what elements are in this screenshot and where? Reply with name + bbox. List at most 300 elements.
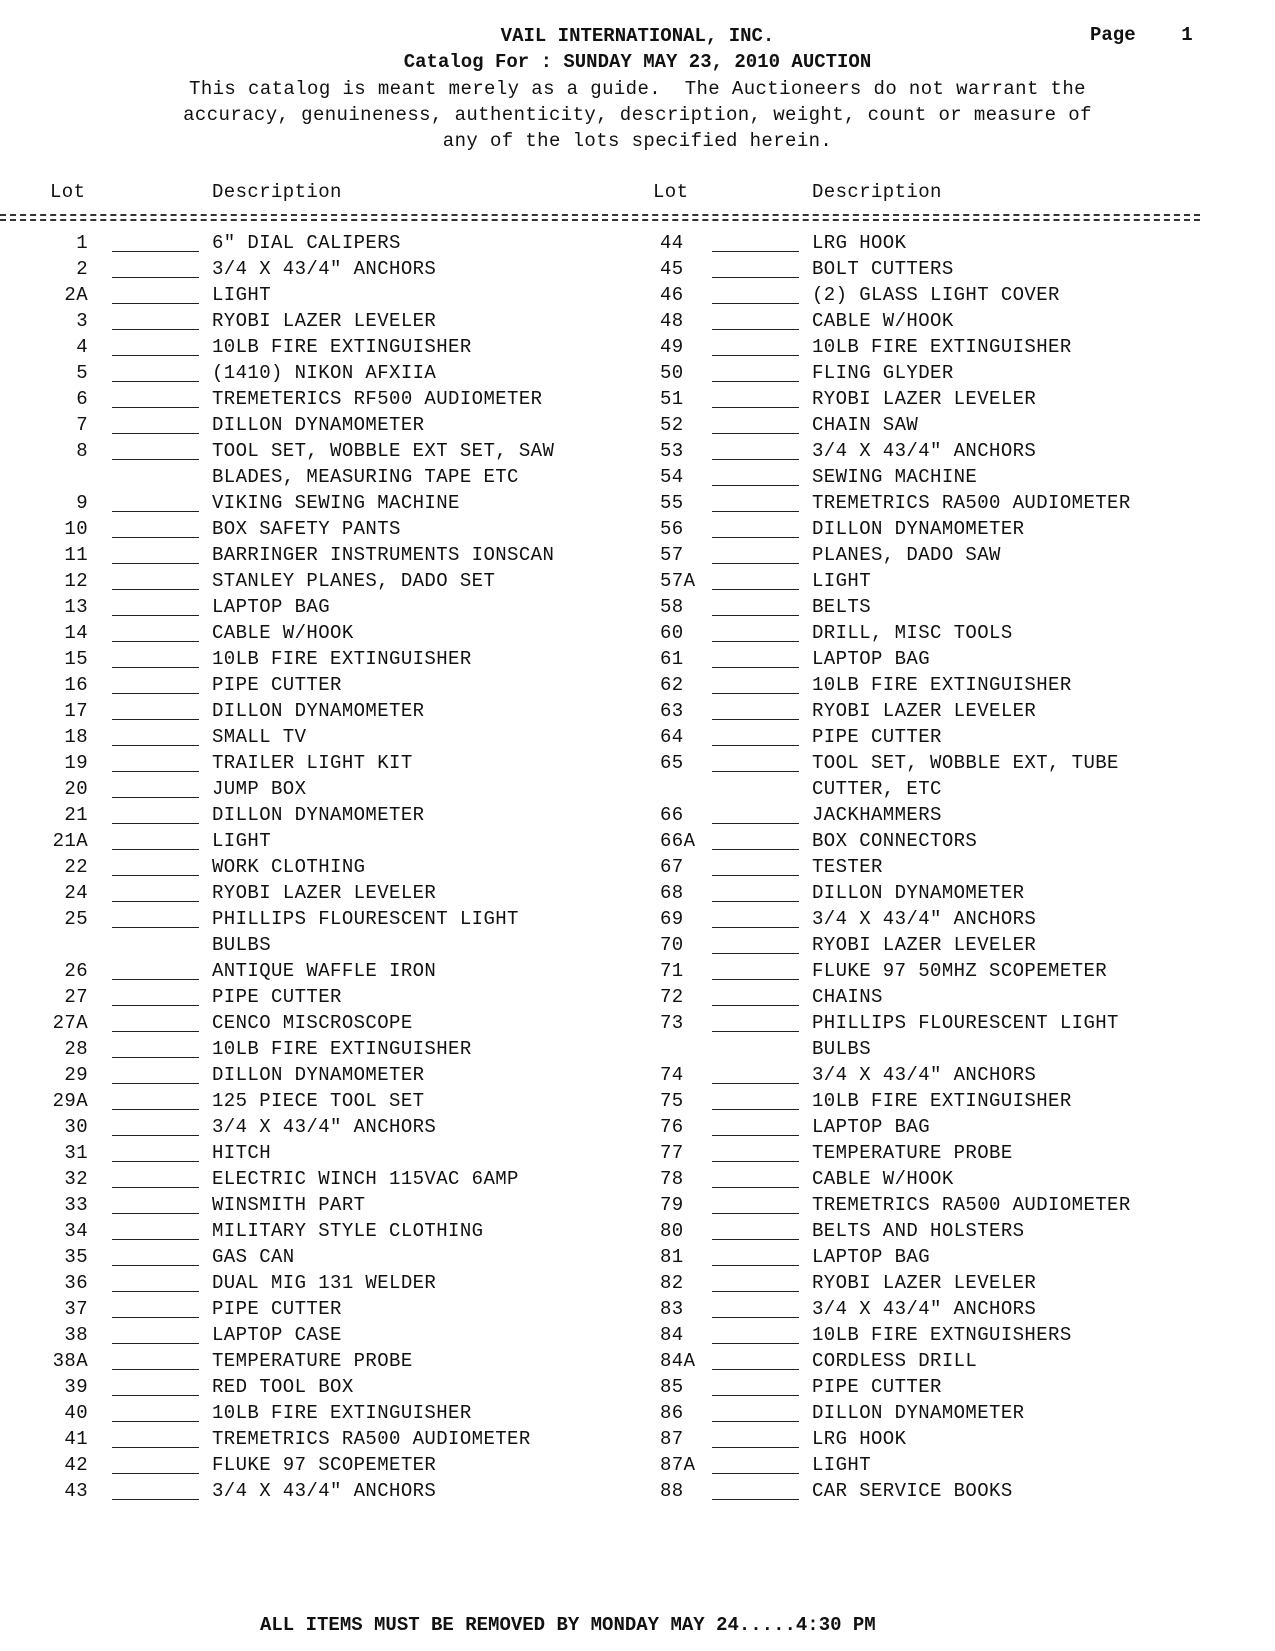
lot-description: DILLON DYNAMOMETER [212, 1064, 425, 1086]
lot-number: 69 [660, 908, 684, 930]
lot-row [630, 986, 1270, 1012]
disclaimer-line-2: accuracy, genuineness, authenticity, description, weight, count or measure of [183, 104, 1092, 126]
lot-description: RYOBI LAZER LEVELER [812, 1272, 1037, 1294]
lot-description: CHAINS [812, 986, 883, 1008]
lot-number: 83 [660, 1298, 684, 1320]
lot-description: PIPE CUTTER [812, 726, 942, 748]
lot-description: SMALL TV [212, 726, 307, 748]
lot-number: 11 [64, 544, 88, 566]
lot-description: BULBS [812, 1038, 872, 1060]
lot-row [0, 1064, 630, 1090]
lot-row [630, 414, 1270, 440]
bid-blank-line [712, 511, 799, 512]
lot-number: 52 [660, 414, 684, 436]
bid-blank-line [712, 251, 799, 252]
lot-description: VIKING SEWING MACHINE [212, 492, 460, 514]
lot-number: 21 [64, 804, 88, 826]
bid-blank-line [112, 251, 199, 252]
lot-description: BOX CONNECTORS [812, 830, 978, 852]
lot-number: 1 [76, 232, 88, 254]
lot-description: ELECTRIC WINCH 115VAC 6AMP [212, 1168, 519, 1190]
lot-row [630, 1168, 1270, 1194]
bid-blank-line [112, 433, 199, 434]
lot-number: 49 [660, 336, 684, 358]
lot-number: 33 [64, 1194, 88, 1216]
lot-number: 72 [660, 986, 684, 1008]
lot-description: PIPE CUTTER [812, 1376, 942, 1398]
lot-row [0, 1324, 630, 1350]
lot-description: (2) GLASS LIGHT COVER [812, 284, 1060, 306]
bid-blank-line [112, 589, 199, 590]
bid-blank-line [112, 875, 199, 876]
bid-blank-line [712, 329, 799, 330]
lot-description: LAPTOP BAG [812, 1246, 931, 1268]
lot-row [0, 492, 630, 518]
lot-number: 36 [64, 1272, 88, 1294]
lot-row [0, 336, 630, 362]
bid-blank-line [112, 1213, 199, 1214]
bid-blank-line [112, 1291, 199, 1292]
lot-row [630, 596, 1270, 622]
lot-description: 10LB FIRE EXTINGUISHER [812, 336, 1072, 358]
lot-row [0, 544, 630, 570]
lot-description: TOOL SET, WOBBLE EXT, TUBE [812, 752, 1119, 774]
bid-blank-line [712, 277, 799, 278]
lot-number: 22 [64, 856, 88, 878]
lot-row [630, 648, 1270, 674]
lot-row [630, 934, 1270, 960]
bid-blank-line [112, 1005, 199, 1006]
lot-row [630, 1194, 1270, 1220]
lot-row [0, 1272, 630, 1298]
lot-description: CENCO MISCROSCOPE [212, 1012, 413, 1034]
lot-description: 10LB FIRE EXTINGUISHER [212, 336, 472, 358]
bid-blank-line [112, 563, 199, 564]
bid-blank-line [712, 563, 799, 564]
lot-description: DILLON DYNAMOMETER [812, 518, 1025, 540]
lot-number: 40 [64, 1402, 88, 1424]
bid-blank-line [712, 745, 799, 746]
lot-row [0, 830, 630, 856]
lot-description: CUTTER, ETC [812, 778, 942, 800]
lot-description: CABLE W/HOOK [812, 1168, 954, 1190]
bid-blank-line [712, 641, 799, 642]
lot-description: RYOBI LAZER LEVELER [212, 310, 437, 332]
bid-blank-line [712, 901, 799, 902]
lot-number: 44 [660, 232, 684, 254]
lot-description: DILLON DYNAMOMETER [812, 882, 1025, 904]
lot-description: PIPE CUTTER [212, 986, 342, 1008]
lot-number: 58 [660, 596, 684, 618]
lot-row [0, 674, 630, 700]
lot-row [630, 1402, 1270, 1428]
lot-number: 45 [660, 258, 684, 280]
bid-blank-line [112, 1265, 199, 1266]
lot-row [630, 1064, 1270, 1090]
company-name: VAIL INTERNATIONAL, INC. [500, 25, 775, 47]
lot-row [630, 1220, 1270, 1246]
lot-number: 31 [64, 1142, 88, 1164]
lot-row [0, 388, 630, 414]
lot-description: FLUKE 97 SCOPEMETER [212, 1454, 437, 1476]
bid-blank-line [712, 1317, 799, 1318]
lot-description: TEMPERATURE PROBE [212, 1350, 413, 1372]
bid-blank-line [112, 277, 199, 278]
lot-row [0, 570, 630, 596]
lot-description: LRG HOOK [812, 232, 907, 254]
lot-number: 6 [76, 388, 88, 410]
lot-number: 35 [64, 1246, 88, 1268]
lot-description: BULBS [212, 934, 272, 956]
lot-number: 16 [64, 674, 88, 696]
bid-blank-line [712, 1421, 799, 1422]
lot-row [630, 388, 1270, 414]
lot-number: 84 [660, 1324, 684, 1346]
lot-number: 48 [660, 310, 684, 332]
lot-row [0, 362, 630, 388]
bid-blank-line [112, 1395, 199, 1396]
description-column-header-right: Description [812, 181, 942, 203]
lot-description: PLANES, DADO SAW [812, 544, 1001, 566]
bid-blank-line [112, 667, 199, 668]
lot-description: 3/4 X 43/4" ANCHORS [812, 908, 1037, 930]
lot-row [0, 1194, 630, 1220]
bid-blank-line [112, 1031, 199, 1032]
bid-blank-line [112, 459, 199, 460]
bid-blank-line [712, 1369, 799, 1370]
lot-list-left [0, 232, 630, 1506]
bid-blank-line [112, 1187, 199, 1188]
lot-row [630, 284, 1270, 310]
bid-blank-line [112, 615, 199, 616]
lot-description: JUMP BOX [212, 778, 307, 800]
lot-number: 82 [660, 1272, 684, 1294]
bid-blank-line [112, 745, 199, 746]
bid-blank-line [712, 1005, 799, 1006]
lot-row [0, 622, 630, 648]
lot-row [630, 700, 1270, 726]
lot-number: 9 [76, 492, 88, 514]
lot-description: 3/4 X 43/4" ANCHORS [212, 1480, 437, 1502]
lot-description: BELTS [812, 596, 872, 618]
catalog-title: Catalog For : SUNDAY MAY 23, 2010 AUCTION [403, 51, 872, 73]
bid-blank-line [112, 407, 199, 408]
lot-number: 76 [660, 1116, 684, 1138]
lot-description: SEWING MACHINE [812, 466, 978, 488]
lot-row [0, 284, 630, 310]
lot-description: 10LB FIRE EXTINGUISHER [212, 1402, 472, 1424]
lot-description: 3/4 X 43/4" ANCHORS [812, 440, 1037, 462]
bid-blank-line [112, 1447, 199, 1448]
lot-description: LAPTOP BAG [812, 648, 931, 670]
lot-row [0, 648, 630, 674]
bid-blank-line [712, 1473, 799, 1474]
lot-description: 10LB FIRE EXTNGUISHERS [812, 1324, 1072, 1346]
lot-row [630, 960, 1270, 986]
bid-blank-line [712, 381, 799, 382]
lot-row [0, 726, 630, 752]
lot-row [630, 570, 1270, 596]
lot-row [630, 310, 1270, 336]
lot-number: 73 [660, 1012, 684, 1034]
lot-row [630, 1480, 1270, 1506]
lot-number: 43 [64, 1480, 88, 1502]
header-divider [0, 214, 1200, 216]
lot-row [630, 778, 1270, 804]
bid-blank-line [112, 927, 199, 928]
lot-number: 8 [76, 440, 88, 462]
lot-row [0, 414, 630, 440]
bid-blank-line [112, 849, 199, 850]
lot-description: PIPE CUTTER [212, 1298, 342, 1320]
lot-description: DILLON DYNAMOMETER [212, 804, 425, 826]
lot-description: CABLE W/HOOK [812, 310, 954, 332]
lot-description: CAR SERVICE BOOKS [812, 1480, 1013, 1502]
bid-blank-line [112, 1343, 199, 1344]
bid-blank-line [712, 355, 799, 356]
lot-number: 56 [660, 518, 684, 540]
lot-description: LIGHT [812, 570, 872, 592]
bid-blank-line [712, 1395, 799, 1396]
lot-number: 63 [660, 700, 684, 722]
lot-description: TREMETRICS RA500 AUDIOMETER [812, 492, 1131, 514]
lot-description: 10LB FIRE EXTINGUISHER [812, 674, 1072, 696]
bid-blank-line [112, 719, 199, 720]
bid-blank-line [712, 1109, 799, 1110]
bid-blank-line [112, 1161, 199, 1162]
description-column-header-left: Description [212, 181, 342, 203]
lot-number: 46 [660, 284, 684, 306]
lot-number: 24 [64, 882, 88, 904]
bid-blank-line [712, 1161, 799, 1162]
lot-number: 62 [660, 674, 684, 696]
lot-row [630, 1116, 1270, 1142]
lot-row [0, 232, 630, 258]
bid-blank-line [712, 875, 799, 876]
lot-description: BOX SAFETY PANTS [212, 518, 401, 540]
lot-description: WINSMITH PART [212, 1194, 366, 1216]
lot-number: 66A [660, 830, 696, 852]
lot-number: 51 [660, 388, 684, 410]
lot-row [630, 1272, 1270, 1298]
lot-number: 25 [64, 908, 88, 930]
bid-blank-line [712, 615, 799, 616]
lot-number: 37 [64, 1298, 88, 1320]
lot-number: 5 [76, 362, 88, 384]
lot-number: 32 [64, 1168, 88, 1190]
lot-row [630, 622, 1270, 648]
lot-description: RYOBI LAZER LEVELER [812, 934, 1037, 956]
bid-blank-line [112, 693, 199, 694]
lot-row [0, 1454, 630, 1480]
lot-description: LAPTOP CASE [212, 1324, 342, 1346]
lot-number: 66 [660, 804, 684, 826]
lot-number: 88 [660, 1480, 684, 1502]
lot-row [0, 596, 630, 622]
lot-number: 10 [64, 518, 88, 540]
lot-row [630, 726, 1270, 752]
lot-number: 4 [76, 336, 88, 358]
bid-blank-line [712, 537, 799, 538]
lot-number: 50 [660, 362, 684, 384]
lot-description: TEMPERATURE PROBE [812, 1142, 1013, 1164]
lot-row [0, 1376, 630, 1402]
bid-blank-line [112, 381, 199, 382]
lot-row [0, 804, 630, 830]
bid-blank-line [712, 433, 799, 434]
lot-row [0, 1428, 630, 1454]
bid-blank-line [712, 927, 799, 928]
lot-row [630, 908, 1270, 934]
lot-row [0, 1142, 630, 1168]
lot-row [0, 700, 630, 726]
lot-row [630, 1038, 1270, 1064]
bid-blank-line [112, 1135, 199, 1136]
disclaimer-line-1: This catalog is meant merely as a guide. The Auctioneers do not warrant the [189, 78, 1086, 100]
lot-row [0, 856, 630, 882]
lot-row [630, 544, 1270, 570]
lot-row [0, 258, 630, 284]
lot-number: 77 [660, 1142, 684, 1164]
lot-row [0, 1402, 630, 1428]
lot-row [630, 492, 1270, 518]
lot-row [0, 1298, 630, 1324]
lot-description: RYOBI LAZER LEVELER [812, 388, 1037, 410]
lot-description: CORDLESS DRILL [812, 1350, 978, 1372]
bid-blank-line [712, 719, 799, 720]
lot-row [630, 804, 1270, 830]
lot-description: DILLON DYNAMOMETER [212, 414, 425, 436]
bid-blank-line [712, 1187, 799, 1188]
lot-number: 20 [64, 778, 88, 800]
lot-number: 26 [64, 960, 88, 982]
lot-row [630, 1246, 1270, 1272]
lot-description: STANLEY PLANES, DADO SET [212, 570, 496, 592]
lot-row [630, 336, 1270, 362]
lot-description: TREMETRICS RA500 AUDIOMETER [812, 1194, 1131, 1216]
lot-row [0, 466, 630, 492]
lot-row [0, 882, 630, 908]
bid-blank-line [112, 537, 199, 538]
lot-description: LIGHT [212, 284, 272, 306]
bid-blank-line [712, 589, 799, 590]
lot-row [0, 1220, 630, 1246]
header-divider-lower [0, 219, 1200, 221]
bid-blank-line [112, 1239, 199, 1240]
lot-number: 3 [76, 310, 88, 332]
lot-number: 86 [660, 1402, 684, 1424]
bid-blank-line [112, 771, 199, 772]
bid-blank-line [712, 953, 799, 954]
lot-row [0, 986, 630, 1012]
lot-row [0, 934, 630, 960]
lot-description: BELTS AND HOLSTERS [812, 1220, 1025, 1242]
lot-number: 60 [660, 622, 684, 644]
lot-row [0, 960, 630, 986]
lot-number: 30 [64, 1116, 88, 1138]
lot-description: TRAILER LIGHT KIT [212, 752, 413, 774]
bid-blank-line [112, 511, 199, 512]
lot-description: TESTER [812, 856, 883, 878]
lot-number: 84A [660, 1350, 696, 1372]
lot-description: 6" DIAL CALIPERS [212, 232, 401, 254]
bid-blank-line [112, 823, 199, 824]
bid-blank-line [712, 303, 799, 304]
lot-number: 7 [76, 414, 88, 436]
lot-number: 68 [660, 882, 684, 904]
bid-blank-line [712, 1213, 799, 1214]
lot-description: CHAIN SAW [812, 414, 919, 436]
lot-row [630, 1012, 1270, 1038]
lot-number: 28 [64, 1038, 88, 1060]
lot-number: 78 [660, 1168, 684, 1190]
lot-description: 10LB FIRE EXTINGUISHER [212, 648, 472, 670]
bid-blank-line [112, 901, 199, 902]
lot-number: 2A [64, 284, 88, 306]
bid-blank-line [112, 1499, 199, 1500]
lot-row [630, 362, 1270, 388]
bid-blank-line [712, 459, 799, 460]
lot-description: 3/4 X 43/4" ANCHORS [812, 1064, 1037, 1086]
lot-number: 67 [660, 856, 684, 878]
lot-column-header-right: Lot [653, 181, 689, 203]
lot-row [630, 232, 1270, 258]
lot-description: PHILLIPS FLOURESCENT LIGHT [212, 908, 519, 930]
lot-number: 61 [660, 648, 684, 670]
lot-number: 53 [660, 440, 684, 462]
bid-blank-line [112, 641, 199, 642]
bid-blank-line [112, 1369, 199, 1370]
lot-description: LRG HOOK [812, 1428, 907, 1450]
lot-description: JACKHAMMERS [812, 804, 942, 826]
lot-number: 38 [64, 1324, 88, 1346]
bid-blank-line [112, 1057, 199, 1058]
lot-description: ANTIQUE WAFFLE IRON [212, 960, 437, 982]
lot-number: 64 [660, 726, 684, 748]
lot-number: 57 [660, 544, 684, 566]
lot-description: (1410) NIKON AFXIIA [212, 362, 437, 384]
lot-row [630, 1428, 1270, 1454]
bid-blank-line [712, 771, 799, 772]
lot-row [0, 1480, 630, 1506]
bid-blank-line [712, 1447, 799, 1448]
lot-number: 27 [64, 986, 88, 1008]
bid-blank-line [712, 1083, 799, 1084]
lot-description: GAS CAN [212, 1246, 295, 1268]
lot-row [630, 882, 1270, 908]
lot-description: DRILL, MISC TOOLS [812, 622, 1013, 644]
lot-row [0, 1012, 630, 1038]
lot-number: 29A [52, 1090, 88, 1112]
lot-description: RYOBI LAZER LEVELER [212, 882, 437, 904]
lot-description: RYOBI LAZER LEVELER [812, 700, 1037, 722]
lot-number: 41 [64, 1428, 88, 1450]
lot-number: 17 [64, 700, 88, 722]
lot-number: 81 [660, 1246, 684, 1268]
disclaimer-line-3: any of the lots specified herein. [442, 130, 833, 152]
lot-number: 80 [660, 1220, 684, 1242]
bid-blank-line [712, 693, 799, 694]
lot-description: 10LB FIRE EXTINGUISHER [812, 1090, 1072, 1112]
bid-blank-line [112, 1317, 199, 1318]
lot-row [0, 778, 630, 804]
bid-blank-line [712, 979, 799, 980]
bid-blank-line [712, 407, 799, 408]
bid-blank-line [112, 355, 199, 356]
lot-row [630, 856, 1270, 882]
lot-number: 87A [660, 1454, 696, 1476]
lot-description: BOLT CUTTERS [812, 258, 954, 280]
